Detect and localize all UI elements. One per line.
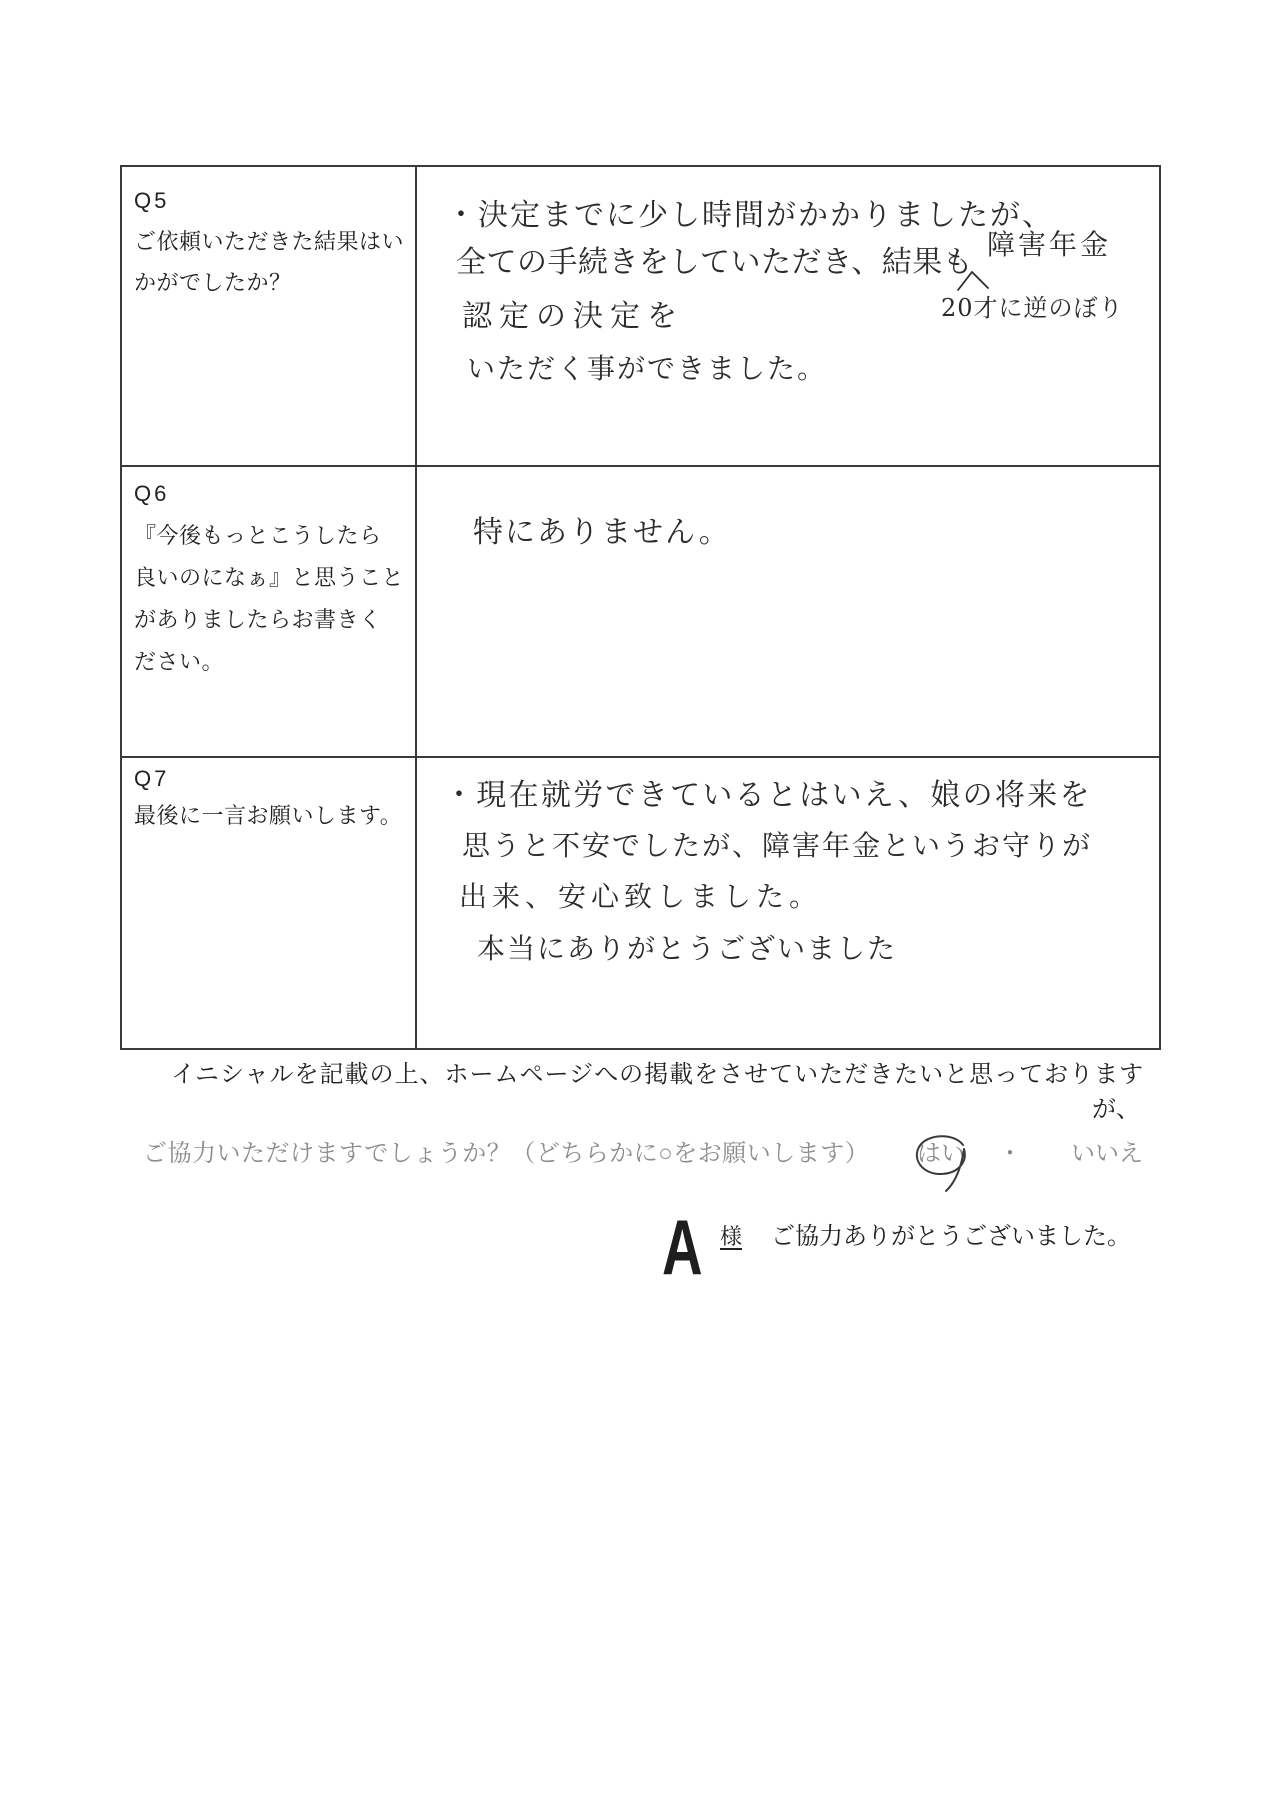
handwritten-answer-line: 特にありません。 <box>473 515 731 550</box>
honorific: 様 <box>720 1224 743 1249</box>
handwritten-insertion-above: 障害年金 <box>987 228 1112 261</box>
handwritten-answer-line: 認定の決定を <box>462 299 684 334</box>
handwritten-answer-line: 本当にありがとうございました <box>477 932 898 965</box>
question-text: 『今後もっとこうしたら <box>134 523 382 548</box>
question-text: 良いのになぁ』と思うこと <box>134 565 405 590</box>
question-number: Q6 <box>134 481 170 506</box>
question-text: ださい。 <box>134 649 225 674</box>
option-separator: ・ <box>998 1140 1022 1167</box>
handwritten-answer-line: 出来、安心致しました。 <box>459 880 823 913</box>
question-text: がありましたらお書きく <box>134 607 382 632</box>
option-yes: はい <box>917 1140 965 1167</box>
handwritten-selection-circle-icon <box>905 1125 985 1200</box>
answer-cell-q5 <box>415 165 1161 465</box>
insertion-caret-icon <box>955 269 991 293</box>
handwritten-answer-line: ・決定までに少し時間がかかりましたが、 <box>446 198 1054 233</box>
answer-cell-q7 <box>415 756 1161 1050</box>
thanks-message: ご協力ありがとうございました。 <box>771 1223 1131 1250</box>
handwritten-answer-line: ・現在就労できているとはいえ、娘の将来を <box>444 778 1092 813</box>
handwritten-answer-line: いただく事ができました。 <box>467 352 828 385</box>
consent-request-text: イニシャルを記載の上、ホームページへの掲載をさせていただきたいと思っております <box>171 1061 1145 1088</box>
handwritten-answer-line: 思うと不安でしたが、障害年金というお守りが <box>462 829 1093 862</box>
question-number: Q5 <box>134 188 170 213</box>
question-cell-q7 <box>134 760 404 834</box>
question-text: ご依頼いただきた結果はい <box>134 229 405 254</box>
question-text: 最後に一言お願いします。 <box>134 803 403 828</box>
option-no: いいえ <box>1071 1140 1143 1167</box>
question-text: かがでしたか？ <box>134 270 292 295</box>
handwritten-insertion-below: 20才に逆のぼり <box>941 294 1124 322</box>
consent-question: ご協力いただけますでしょうか？（どちらかに○をお願いします） <box>143 1140 870 1167</box>
question-cell-q6 <box>134 473 404 683</box>
answer-cell-q6 <box>415 465 1161 756</box>
handwritten-answer-line: 全ての手続きをしていただき、結果も <box>456 245 974 280</box>
question-cell-q5 <box>134 180 404 303</box>
question-number: Q7 <box>134 766 170 791</box>
consent-request-text-continued: が、 <box>1092 1096 1140 1123</box>
handwritten-initial: A <box>662 1203 703 1291</box>
